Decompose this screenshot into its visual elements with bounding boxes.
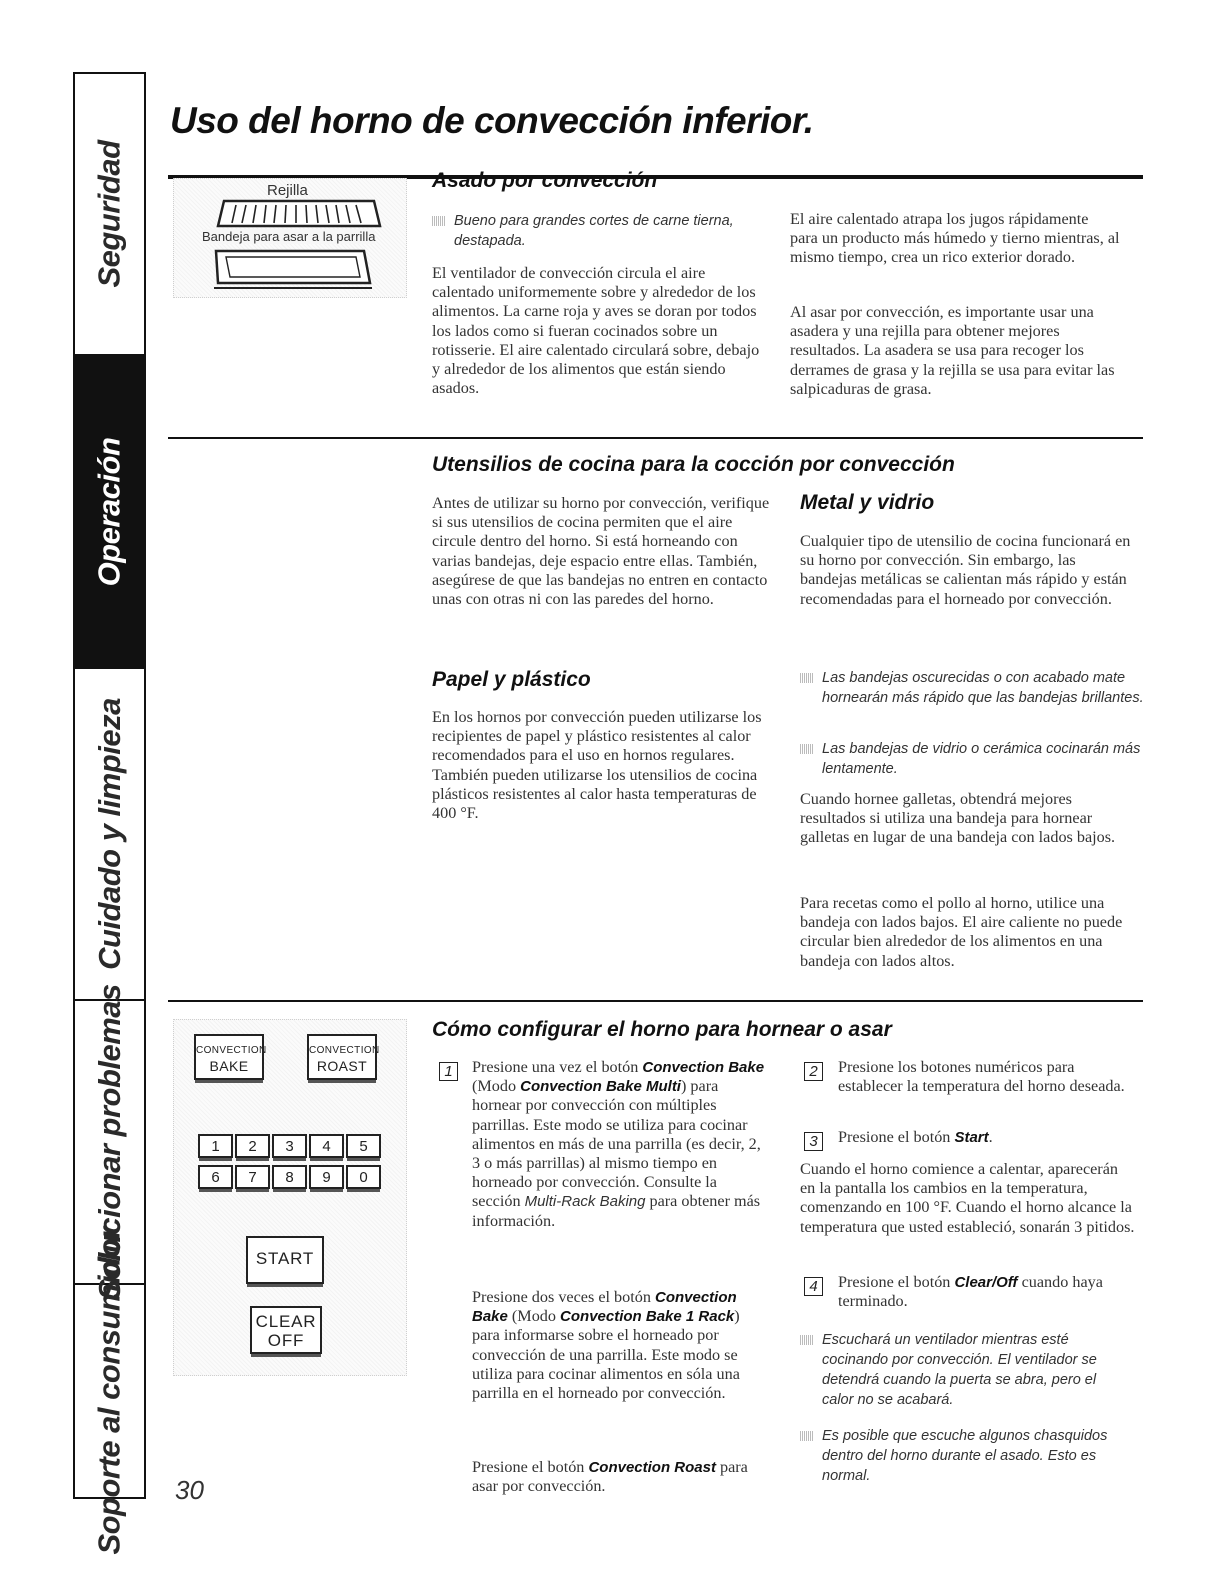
section-heading: Asado por convección xyxy=(432,169,658,192)
pan-label: Bandeja para asar a la parrilla xyxy=(202,229,376,244)
tab-cuidado-limpieza[interactable] xyxy=(75,669,144,1001)
button-name: Start xyxy=(954,1129,989,1146)
step-number: 2 xyxy=(804,1062,823,1081)
step-3-text xyxy=(838,1128,1128,1147)
step-1-text xyxy=(472,1058,767,1231)
text: Presione el botón xyxy=(838,1128,955,1146)
section-heading: Utensilios de cocina para la cocción por convección xyxy=(432,453,955,476)
digit-key: 2 xyxy=(235,1134,270,1158)
subsection-heading: Metal y vidrio xyxy=(800,491,935,514)
mode-name: Convection Bake 1 Rack xyxy=(560,1308,735,1326)
note xyxy=(800,739,1147,779)
text: ) para hornear por convección con múltiples parrillas. Este modo se utiliza para cocinar alimentos en más de una parrilla (es decir, 2, 3 o más parrillas) al mismo tiempo en horneado por convección. Consulte la sección xyxy=(472,1077,761,1211)
note-text: Escuchará un ventilador mientras esté cocinando por convección. El ventilador se detendrá cuando la puerta se abra, pero el calor no se acabará. xyxy=(822,1332,1097,1408)
digit-key: 4 xyxy=(309,1134,344,1158)
text: Presione una vez el botón xyxy=(472,1058,643,1076)
tab-label: Soporte al consumidor xyxy=(91,1227,127,1555)
text: ) para informarse sobre el horneado por convección de una parrilla. Este modo se utiliza para cocinar alimentos en sóla una parrilla en el horneado por convección. xyxy=(472,1307,740,1403)
tab-label: Solucionar problemas xyxy=(91,984,127,1300)
rack-label: Rejilla xyxy=(267,182,308,199)
key-label-top: CONVECTION xyxy=(309,1045,380,1056)
key-label-bottom: ROAST xyxy=(316,1058,368,1074)
digit-key: 1 xyxy=(198,1134,233,1158)
section-heading: Cómo configurar el horno para hornear o asar xyxy=(432,1018,892,1041)
paragraph: Cualquier tipo de utensilio de cocina funcionará en su horno por convección. Sin embargo, las bandejas metálicas se calientan más rápido y están recomendadas para el horneado por convección. xyxy=(800,532,1131,608)
tab-soporte-consumidor[interactable] xyxy=(75,1227,144,1555)
paragraph: Antes de utilizar su horno por convección, verifique si sus utensilios de cocina permiten que el aire circule dentro del horno. Si está horneando con varias bandejas, deje espacio entre ellas. También, asegúrese de que las bandejas no entren en contacto unas con otras ni con las paredes del horno. xyxy=(432,494,770,609)
digit-key: 6 xyxy=(198,1165,233,1189)
bullet-icon xyxy=(800,673,813,683)
bullet-icon xyxy=(800,744,813,754)
note xyxy=(800,1330,1122,1410)
start-key: START xyxy=(246,1236,324,1284)
digit-key: 5 xyxy=(346,1134,381,1158)
note-text: Bueno para grandes cortes de carne tierna, destapada. xyxy=(454,213,734,249)
note xyxy=(800,1426,1142,1486)
section-rule xyxy=(168,1000,1143,1002)
bullet-icon xyxy=(800,1431,813,1441)
tab-seguridad[interactable] xyxy=(75,74,144,356)
bullet-icon xyxy=(800,1335,813,1345)
digit-key: 8 xyxy=(272,1165,307,1189)
key-label-bottom: BAKE xyxy=(209,1058,249,1074)
paragraph: El ventilador de convección circula el aire calentado uniformemente sobre y alrededor de los alimentos. La carne roja y aves se doran por todos los lados como si fueran cocinados sobre un rotisserie. El aire calentado circulará sobre, debajo y alrededor de los alimentos que están siendo asados. xyxy=(432,264,760,398)
control-panel-illustration xyxy=(173,1019,407,1376)
convection-bake-key xyxy=(194,1034,267,1080)
key-label-bottom: OFF xyxy=(267,1331,305,1350)
text: (Modo xyxy=(507,1307,561,1326)
step-number: 1 xyxy=(439,1062,458,1081)
paragraph xyxy=(472,1458,767,1496)
paragraph xyxy=(472,1288,767,1403)
note xyxy=(800,668,1147,708)
mode-name: Convection Bake Multi xyxy=(520,1078,681,1096)
rack-pan-illustration xyxy=(173,178,407,298)
text: cuando haya terminado. xyxy=(838,1273,1103,1311)
text: Presione el botón xyxy=(838,1273,955,1291)
step-number: 3 xyxy=(804,1132,823,1151)
tab-label: Seguridad xyxy=(91,140,127,288)
note xyxy=(432,211,794,251)
digit-key: 9 xyxy=(309,1165,344,1189)
button-name: Convection Roast xyxy=(588,1459,716,1476)
clear-off-key xyxy=(250,1306,322,1354)
subsection-heading: Papel y plástico xyxy=(432,668,591,691)
digit-key: 3 xyxy=(272,1134,307,1158)
tab-operacion[interactable] xyxy=(75,356,144,669)
paragraph: En los hornos por convección pueden utilizarse los recipientes de papel y plástico resistentes al calor recomendados para el uso en hornos regulares. También pueden utilizarse los utensilios de cocina plásticos resistentes al calor hasta temperaturas de 400 °F. xyxy=(432,708,762,823)
tab-label: Cuidado y limpieza xyxy=(91,698,127,970)
button-name: Convection Bake xyxy=(472,1289,737,1326)
page-title: Uso del horno de convección inferior. xyxy=(170,100,814,141)
paragraph: Cuando hornee galletas, obtendrá mejores resultados si utiliza una bandeja para hornear galletas en lugar de una bandeja con lados bajos. xyxy=(800,790,1116,847)
text: para asar por convección. xyxy=(472,1458,748,1496)
text: (Modo xyxy=(472,1077,521,1096)
convection-roast-key xyxy=(307,1034,380,1080)
step-4-text xyxy=(838,1273,1133,1311)
section-tabs xyxy=(73,72,146,1555)
paragraph: Al asar por convección, es importante usar una asadera y una rejilla para obtener mejores resultados. La asadera se usa para recoger los derrames de grasa y la rejilla se usa para evitar las salpicaduras de grasa. xyxy=(790,303,1115,398)
text: . xyxy=(988,1128,993,1146)
paragraph: El aire calentado atrapa los jugos rápidamente para un producto más húmedo y tierno mientras, al mismo tiempo, crea un rico exterior dorado. xyxy=(790,210,1120,267)
note-text: Las bandejas oscurecidas o con acabado mate hornearán más rápido que las bandejas brillantes. xyxy=(822,670,1144,706)
text: Presione el botón xyxy=(472,1458,589,1476)
digit-key: 0 xyxy=(346,1165,381,1189)
digit-key: 7 xyxy=(235,1165,270,1189)
key-label-top: CLEAR xyxy=(255,1312,317,1331)
bullet-icon xyxy=(432,216,445,226)
paragraph: Para recetas como el pollo al horno, utilice una bandeja con lados bajos. El aire caliente no puede circular bien alrededor de los alimentos en una bandeja con lados altos. xyxy=(800,894,1123,970)
note-text: Es posible que escuche algunos chasquidos dentro del horno durante el asado. Esto es normal. xyxy=(822,1428,1108,1484)
key-label-top: CONVECTION xyxy=(196,1045,267,1056)
section-reference: Multi-Rack Baking xyxy=(524,1193,646,1211)
button-name: Convection Bake xyxy=(642,1059,765,1076)
text: para obtener más información. xyxy=(472,1192,761,1230)
note-text: Las bandejas de vidrio o cerámica cocinarán más lentamente. xyxy=(822,741,1141,777)
page-number: 30 xyxy=(175,1475,204,1505)
step-2-text: Presione los botones numéricos para establecer la temperatura del horno deseada. xyxy=(838,1058,1125,1096)
tab-label: Operación xyxy=(91,437,127,586)
section-rule xyxy=(168,437,1143,439)
step-number: 4 xyxy=(804,1277,823,1296)
button-name: Clear/Off xyxy=(954,1274,1018,1291)
paragraph: Cuando el horno comience a calentar, aparecerán en la pantalla los cambios en la temperatura, comenzando en 100 °F. Cuando el horno alcance la temperatura que usted estableció, sonarán 3 pitidos. xyxy=(800,1160,1135,1236)
text: Presione dos veces el botón xyxy=(472,1288,655,1306)
